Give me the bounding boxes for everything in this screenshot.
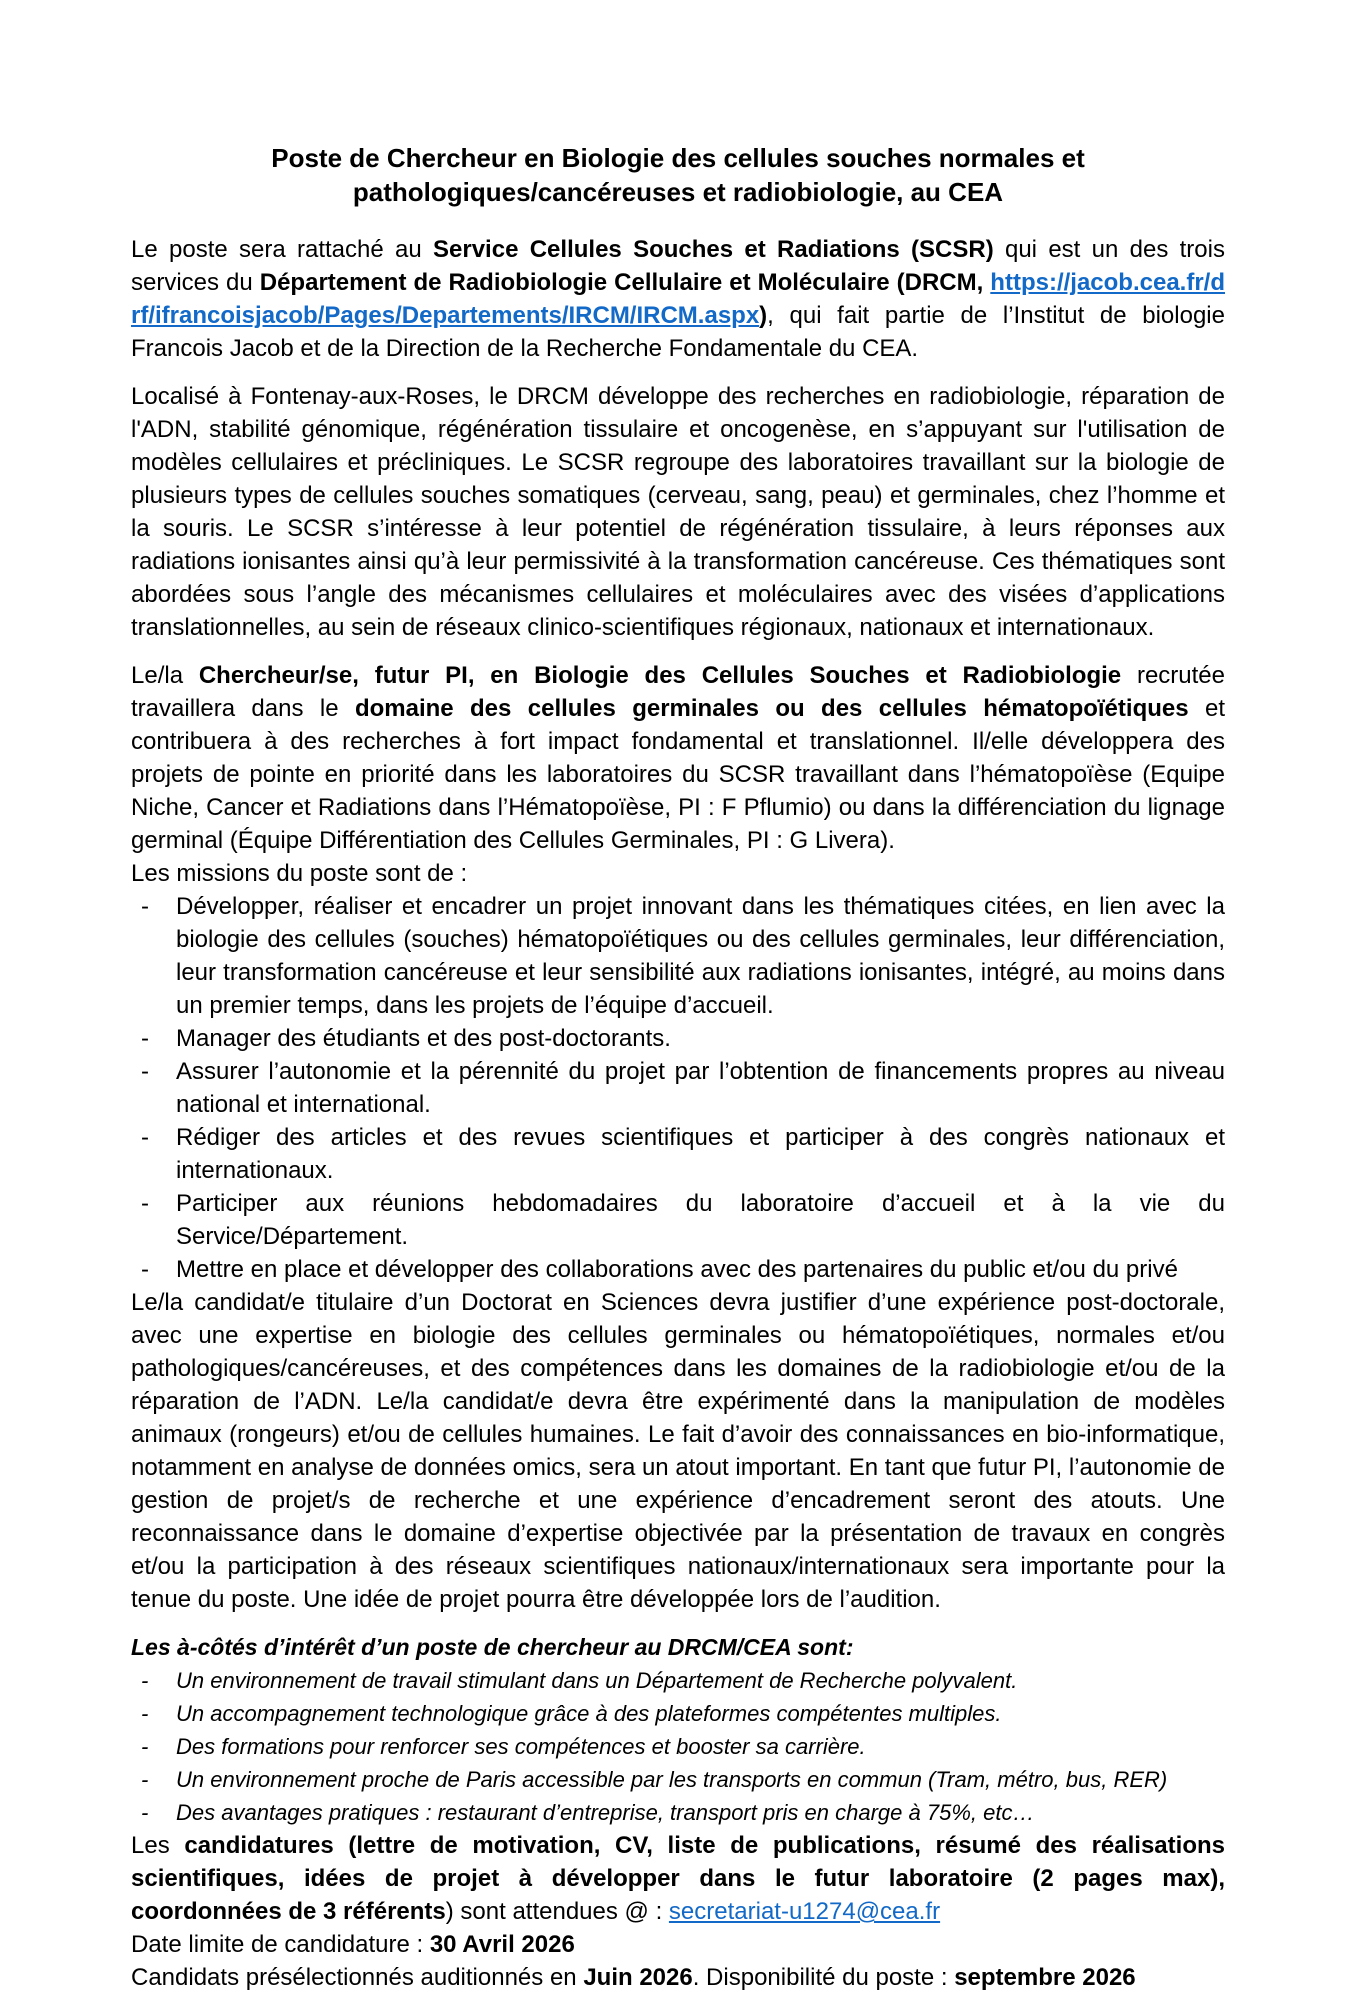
text-run: Un environnement proche de Paris accessible par les transports en commun (Tram, métro, bus, RER) [176, 1767, 1168, 1792]
text-run: Des avantages pratiques : restaurant d’entreprise, transport pris en charge à 75%, etc… [176, 1800, 1035, 1825]
list-item [131, 1796, 1225, 1829]
text-run: Date limite de candidature : [131, 1931, 430, 1958]
text-run: septembre 2026 [954, 1964, 1136, 1991]
text-run: recrutée travaillera dans le [131, 662, 1225, 722]
text-run: Le/la candidat/e titulaire d’un Doctorat en Sciences devra justifier d’une expérience post-doctorale, avec une expertise en biologie des cellules germinales ou hématopoïétiques, normales et/ou pathologiques/cancéreuses, et des compétences dans les domaines de la radiobiologie et/ou de la réparation de l’ADN. Le/la candidat/e devra être expérimenté dans la manipulation de modèles animaux (rongeurs) et/ou de cellules humaines. Le fait d’avoir des connaissances en bio-informatique, notamment en analyse de données omics, sera un atout important. En tant que futur PI, l’autonomie de gestion de projet/s de recherche et une expérience d’encadrement seront des atouts. Une reconnaissance dans le domaine d’expertise objectivée par la présentation de travaux en congrès et/ou la participation à des réseaux scientifiques nationaux/internationaux sera importante pour la tenue du poste. Une idée de projet pourra être développée lors de l’audition. [131, 1289, 1225, 1613]
list-item [131, 1763, 1225, 1796]
text-run: Manager des étudiants et des post-doctorants. [176, 1025, 671, 1052]
page-title [131, 141, 1225, 209]
list-item [131, 1664, 1225, 1697]
text-run: Localisé à Fontenay-aux-Roses, le DRCM développe des recherches en radiobiologie, réparation de l'ADN, stabilité génomique, régénération tissulaire et oncogenèse, en s’appuyant sur l'utilisation de modèles cellulaires et précliniques. Le SCSR regroupe des laboratoires travaillant sur la biologie de plusieurs types de cellules souches somatiques (cerveau, sang, peau) et germinales, chez l’homme et la souris. Le SCSR s’intéresse à leur potentiel de régénération tissulaire, à leurs réponses aux radiations ionisantes ainsi qu’à leur permissivité à la transformation cancéreuse. Ces thématiques sont abordées sous l’angle des mécanismes cellulaires et moléculaires avec des visées d’applications translationnelles, au sein de réseaux clinico-scientifiques régionaux, nationaux et internationaux. [131, 383, 1225, 641]
recruit-profile-paragraph [131, 659, 1225, 857]
text-run: ) [759, 302, 768, 329]
text-run: Juin 2026 [583, 1964, 693, 1991]
text-run: et contribuera à des recherches à fort impact fondamental et translationnel. Il/elle développera des projets de pointe en priorité dans les laboratoires du SCSR travaillant dans l’hématopoïèse (Equipe Niche, Cancer et Radiations dans l’Hématopoïèse, PI : F Pflumio) ou dans la différenciation du lignage germinal (Équipe Différentiation des Cellules Germinales, PI : G Livera). [131, 695, 1226, 854]
text-run: Rédiger des articles et des revues scientifiques et participer à des congrès nationaux et internationaux. [176, 1124, 1225, 1184]
text-run: Développer, réaliser et encadrer un projet innovant dans les thématiques citées, en lien avec la biologie des cellules (souches) hématopoïétiques ou des cellules germinales, leur différenciation, leur transformation cancéreuse et leur sensibilité aux radiations ionisantes, intégré, au moins dans un premier temps, dans les projets de l’équipe d’accueil. [176, 893, 1225, 1019]
text-run: ) sont attendues @ : [445, 1898, 669, 1925]
text-run: Assurer l’autonomie et la pérennité du projet par l’obtention de financements propres au niveau national et international. [176, 1058, 1225, 1118]
text-run: Un environnement de travail stimulant dans un Département de Recherche polyvalent. [176, 1668, 1018, 1693]
audition-availability-line [131, 1961, 1225, 1994]
text-run: qui est un des trois services du [131, 236, 1225, 296]
list-item [131, 1697, 1225, 1730]
side-benefits-list [131, 1664, 1225, 1829]
email-link[interactable]: secretariat-u1274@cea.fr [668, 1898, 941, 1925]
text-run: Département de Radiobiologie Cellulaire et Moléculaire (DRCM, [259, 269, 991, 296]
text-run: candidatures (lettre de motivation, CV, liste de publications, résumé des réalisations scientifiques, idées de projet à développer dans le futur laboratoire (2 pages max), coordonnées de 3 référents [131, 1832, 1225, 1925]
text-run: . Disponibilité du poste : [692, 1964, 955, 1991]
text-run: Le poste sera rattaché au [131, 236, 434, 263]
page-title-line-1: Poste de Chercheur en Biologie des cellules souches normales et [271, 143, 1085, 173]
missions-intro-line [131, 857, 1225, 890]
list-item [131, 1121, 1225, 1187]
text-run: domaine des cellules germinales ou des cellules hématopoïétiques [354, 695, 1189, 722]
applications-paragraph [131, 1829, 1225, 1928]
text-run: Un accompagnement technologique grâce à des plateformes compétentes multiples. [176, 1701, 1002, 1726]
text-run: Service Cellules Souches et Radiations (SCSR) [433, 236, 994, 263]
deadline-line [131, 1928, 1225, 1961]
missions-list [131, 890, 1225, 1286]
text-run: , qui fait partie de l’Institut de biologie Francois Jacob et de la Direction de la Recherche Fondamentale du CEA. [131, 302, 1225, 362]
text-run: Le/la [131, 662, 199, 689]
list-item [131, 1055, 1225, 1121]
document-body [131, 233, 1225, 1994]
text-run: Des formations pour renforcer ses compétences et booster sa carrière. [176, 1734, 866, 1759]
drcm-description-paragraph [131, 380, 1225, 644]
list-item [131, 890, 1225, 1022]
list-item [131, 1187, 1225, 1253]
list-item [131, 1730, 1225, 1763]
list-item [131, 1022, 1225, 1055]
text-run: Les à-côtés d’intérêt d’un poste de chercheur au DRCM/CEA sont: [131, 1634, 854, 1660]
side-benefits-heading [131, 1631, 1225, 1664]
ircm-link[interactable]: https://jacob.cea.fr/drf/ifrancoisjacob/Pages/Departements/IRCM/IRCM.aspx [131, 269, 1225, 329]
text-run: 30 Avril 2026 [429, 1931, 575, 1958]
text-run: Chercheur/se, futur PI, en Biologie des Cellules Souches et Radiobiologie [198, 662, 1122, 689]
text-run: Les missions du poste sont de : [131, 860, 468, 887]
text-run: Participer aux réunions hebdomadaires du laboratoire d’accueil et à la vie du Service/Département. [176, 1190, 1225, 1250]
page-title-line-2: pathologiques/cancéreuses et radiobiologie, au CEA [352, 177, 1004, 207]
text-run: Les [131, 1832, 185, 1859]
list-item [131, 1253, 1225, 1286]
text-run: Mettre en place et développer des collaborations avec des partenaires du public et/ou du privé [176, 1256, 1178, 1283]
intro-paragraph [131, 233, 1225, 365]
text-run: Candidats présélectionnés auditionnés en [131, 1964, 584, 1991]
candidate-requirements-paragraph [131, 1286, 1225, 1616]
